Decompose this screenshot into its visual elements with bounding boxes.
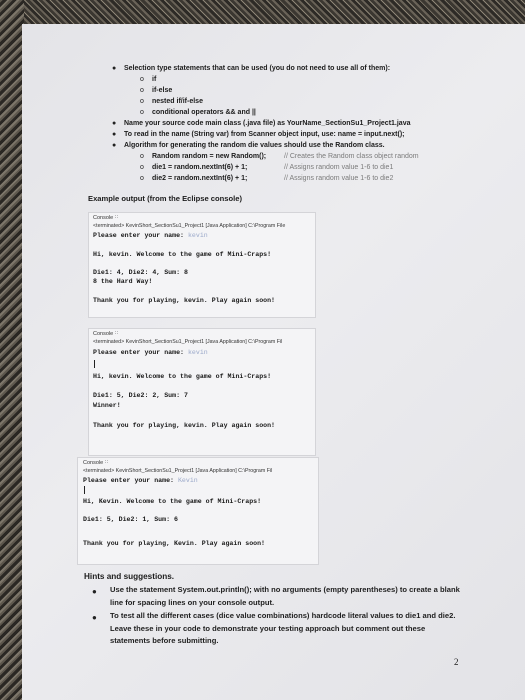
console-tab: Console ∷	[93, 215, 119, 221]
text-cursor	[84, 486, 85, 494]
hint-println: Use the statement System.out.println(); with no arguments (empty parentheses) to create a blank line for spacing lines on your console output.	[110, 585, 460, 607]
console-prompt	[93, 349, 208, 356]
example-heading-rest: (from the Eclipse console)	[144, 194, 243, 203]
console-result: 8 the Hard Way!	[93, 278, 153, 285]
algo-code-die2: die2 = random.nextInt(6) + 1;	[152, 175, 248, 182]
console-tab: Console ∷	[93, 331, 119, 337]
console-terminated-line: <terminated> KevinShort_SectionSu1_Project1 [Java Application] C:\Program Fil	[93, 339, 283, 345]
console-dice: Die1: 4, Die2: 4, Sum: 8	[93, 269, 188, 276]
hints-heading: Hints and suggestions.	[84, 572, 175, 581]
console-terminated-line: <terminated> KevinShort_SectionSu1_Project1 [Java Application] C:\Program File	[93, 223, 286, 229]
bullet-selection-statements: Selection type statements that can be used (you do not need to use all of them):	[124, 65, 391, 72]
console-prompt	[83, 477, 198, 484]
user-input: kevin	[187, 349, 208, 356]
sub-bullet-marker: o	[140, 175, 144, 182]
algo-code-die1: die1 = random.nextInt(6) + 1;	[152, 164, 248, 171]
algo-code-random: Random random = new Random();	[152, 153, 267, 160]
sub-bullet-marker: o	[140, 87, 144, 94]
desk-background-left	[0, 0, 24, 700]
page-number: 2	[454, 657, 459, 667]
console-result: Winner!	[93, 402, 121, 409]
sub-bullet-marker: o	[140, 109, 144, 116]
bullet-marker: ●	[112, 65, 117, 72]
sub-bullet-if: if	[152, 76, 157, 83]
console-prompt	[93, 232, 208, 239]
user-input: Kevin	[177, 477, 198, 484]
algo-comment-random: // Creates the Random class object random	[284, 153, 419, 160]
sub-bullet-marker: o	[140, 153, 144, 160]
user-input: kevin	[187, 232, 208, 239]
sub-bullet-marker: o	[140, 164, 144, 171]
example-heading	[88, 194, 242, 203]
console-panel-1	[88, 212, 316, 318]
console-tab: Console ∷	[83, 460, 109, 466]
sub-bullet-marker: o	[140, 98, 144, 105]
bullet-marker: ●	[112, 131, 117, 138]
sub-bullet-conditional: conditional operators && and ||	[152, 109, 256, 116]
console-thanks: Thank you for playing, Kevin. Play again soon!	[83, 540, 266, 547]
example-heading-bold: Example output	[88, 194, 145, 203]
prompt-text: Please enter your name:	[93, 349, 188, 356]
sub-bullet-marker: o	[140, 76, 144, 83]
algo-comment-die1: // Assigns random value 1-6 to die1	[284, 164, 394, 171]
text-cursor	[94, 360, 95, 368]
bullet-read-name: To read in the name (String var) from Scanner object input, use: name = input.next();	[124, 131, 405, 138]
console-panel-2	[88, 328, 316, 456]
console-greeting: Hi, kevin. Welcome to the game of Mini-Craps!	[93, 251, 272, 258]
console-greeting: Hi, Kevin. Welcome to the game of Mini-Craps!	[83, 498, 262, 505]
prompt-text: Please enter your name:	[93, 232, 188, 239]
prompt-text: Please enter your name:	[83, 477, 178, 484]
console-panel-3	[77, 457, 319, 565]
bullet-algorithm: Algorithm for generating the random die values should use the Random class.	[124, 142, 385, 149]
console-thanks: Thank you for playing, kevin. Play again soon!	[93, 297, 276, 304]
bullet-marker: ●	[92, 587, 97, 596]
bullet-marker: ●	[92, 613, 97, 622]
hint-testing: To test all the different cases (dice value combinations) hardcode literal values to die1 and die2. Leave these in your code to demonstrate your testing approach but comment out these statements before submitting.	[110, 611, 456, 645]
bullet-marker: ●	[112, 120, 117, 127]
bullet-marker: ●	[112, 142, 117, 149]
bullet-naming: Name your source code main class (.java file) as YourName_SectionSu1_Project1.java	[124, 120, 411, 127]
document-page	[22, 24, 525, 700]
console-dice: Die1: 5, Die2: 1, Sum: 6	[83, 516, 178, 523]
console-greeting: Hi, kevin. Welcome to the game of Mini-Craps!	[93, 373, 272, 380]
console-dice: Die1: 5, Die2: 2, Sum: 7	[93, 392, 188, 399]
algo-comment-die2: // Assigns random value 1-6 to die2	[284, 175, 394, 182]
sub-bullet-if-else: if-else	[152, 87, 173, 94]
console-thanks: Thank you for playing, kevin. Play again soon!	[93, 422, 276, 429]
console-terminated-line: <terminated> KevinShort_SectionSu1_Project1 [Java Application] C:\Program Fil	[83, 468, 273, 474]
sub-bullet-nested: nested if/if-else	[152, 98, 203, 105]
